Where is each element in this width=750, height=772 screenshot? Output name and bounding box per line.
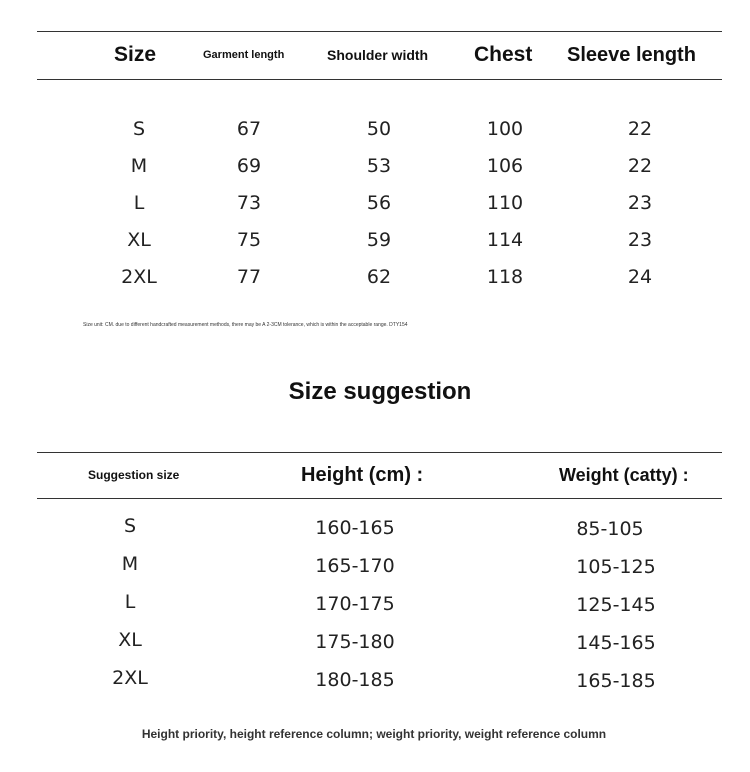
garment-length-cell: 67 xyxy=(236,118,262,140)
chest-cell: 110 xyxy=(486,192,524,214)
height-cell: 180-185 xyxy=(315,669,395,691)
shoulder-width-cell: 59 xyxy=(366,229,392,251)
garment-length-cell: 75 xyxy=(236,229,262,251)
chest-cell: 114 xyxy=(486,229,524,251)
height-cell: 160-165 xyxy=(315,517,395,539)
header-height: Height (cm) : xyxy=(301,463,424,486)
height-cell: 175-180 xyxy=(315,631,395,653)
shoulder-width-cell: 50 xyxy=(366,118,392,140)
garment-length-cell: 77 xyxy=(236,266,262,288)
sleeve-length-cell: 23 xyxy=(627,229,653,251)
suggestion-size-cell: XL xyxy=(118,629,142,651)
suggestion-footer-note: Height priority, height reference column; weight priority, weight reference column xyxy=(141,727,607,741)
header-chest: Chest xyxy=(474,43,533,66)
suggestion-size-cell: S xyxy=(123,515,137,537)
height-cell: 165-170 xyxy=(315,555,395,577)
garment-length-cell: 73 xyxy=(236,192,262,214)
sleeve-length-cell: 23 xyxy=(627,192,653,214)
height-cell: 170-175 xyxy=(315,593,395,615)
weight-cell: 85-105 xyxy=(576,518,644,540)
weight-cell: 125-145 xyxy=(576,594,656,616)
size-cell: S xyxy=(132,118,146,140)
shoulder-width-cell: 56 xyxy=(366,192,392,214)
header-weight: Weight (catty) : xyxy=(559,464,689,485)
size-suggestion-title: Size suggestion xyxy=(288,378,472,405)
sleeve-length-cell: 22 xyxy=(627,118,653,140)
weight-cell: 145-165 xyxy=(576,632,656,654)
chest-cell: 106 xyxy=(486,155,524,177)
suggestion-size-cell: L xyxy=(124,591,136,613)
weight-cell: 165-185 xyxy=(576,670,656,692)
size-cell: L xyxy=(133,192,145,214)
size-cell: XL xyxy=(127,229,151,251)
size-cell: M xyxy=(130,155,148,177)
chest-cell: 100 xyxy=(486,118,524,140)
header-size: Size xyxy=(114,43,157,66)
shoulder-width-cell: 53 xyxy=(366,155,392,177)
header-garment-length: Garment length xyxy=(203,49,285,61)
sleeve-length-cell: 24 xyxy=(627,266,653,288)
header-suggestion-size: Suggestion size xyxy=(88,468,180,482)
suggestion-size-cell: 2XL xyxy=(112,667,148,689)
suggestion-size-cell: M xyxy=(121,553,139,575)
size-cell: 2XL xyxy=(121,266,157,288)
shoulder-width-cell: 62 xyxy=(366,266,392,288)
header-shoulder-width: Shoulder width xyxy=(327,47,429,63)
sleeve-length-cell: 22 xyxy=(627,155,653,177)
garment-length-cell: 69 xyxy=(236,155,262,177)
weight-cell: 105-125 xyxy=(576,556,656,578)
header-sleeve-length: Sleeve length xyxy=(567,43,696,66)
size-unit-note: Size unit: CM. due to different handcrafted measurement methods, there may be A 2-3CM tolerance, which is within the acceptable range. DTY154 xyxy=(83,322,408,328)
chest-cell: 118 xyxy=(486,266,524,288)
suggestion-table-header-rule xyxy=(37,498,722,499)
size-table-header-rule xyxy=(37,79,722,80)
